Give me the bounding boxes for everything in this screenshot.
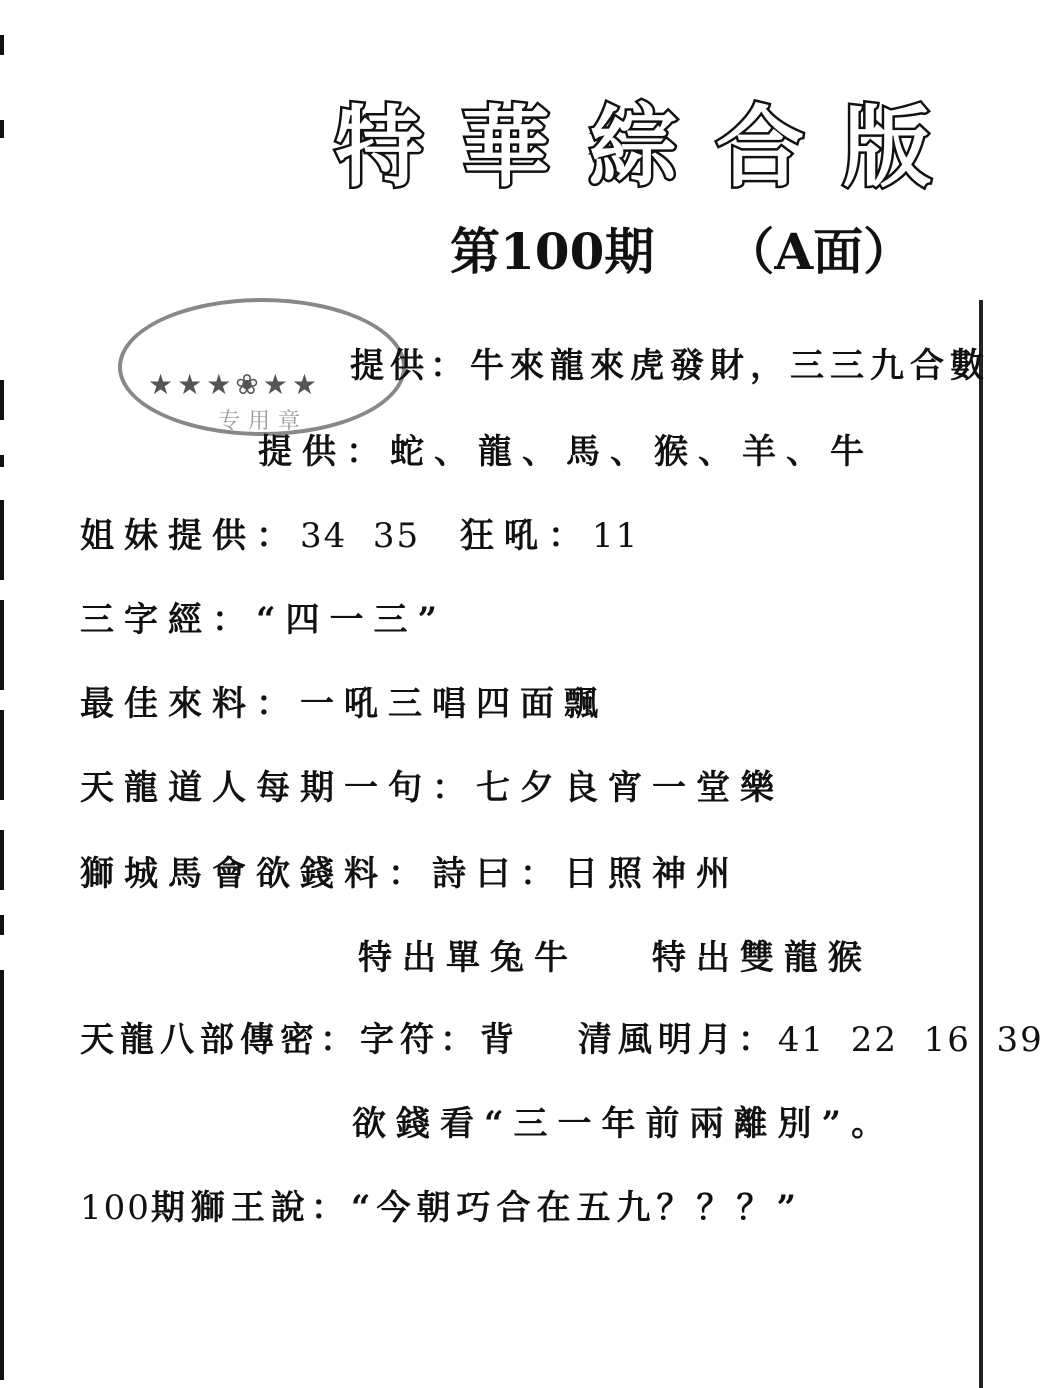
- line-4: 三字經：“四一三”: [80, 600, 448, 640]
- title-char: 合: [715, 96, 808, 199]
- issue-heading: [450, 212, 913, 284]
- line-9: [80, 1012, 1044, 1061]
- line-10: 欲錢看“三一年前兩離別”。: [352, 1104, 896, 1144]
- edge-mark: [0, 120, 4, 138]
- line-11-text: 期獅王說：“今朝巧合在五九？？？”: [150, 1188, 803, 1228]
- seal-stars: ★★★❀★★: [148, 368, 321, 401]
- line-9-label-2: 清風明月：: [577, 1020, 778, 1060]
- title-char: 版: [842, 96, 935, 199]
- line-3-label-2: 狂吼：: [460, 516, 592, 556]
- line-11: [80, 1180, 802, 1229]
- line-5: 最佳來料：一吼三唱四面飄: [80, 684, 608, 724]
- title-char: 綜: [588, 96, 681, 199]
- line-6: 天龍道人每期一句：七夕良宵一堂樂: [80, 768, 784, 808]
- line-1: 提供：牛來龍來虎發財，三三九合數: [350, 346, 990, 386]
- edge-mark: [0, 380, 4, 420]
- right-rule: [979, 300, 983, 1388]
- line-8: [358, 930, 872, 979]
- page-title: [335, 78, 935, 204]
- line-3-number-2: 11: [592, 516, 640, 556]
- edge-mark: [0, 830, 4, 890]
- title-char: 華: [461, 96, 554, 199]
- line-7: 獅城馬會欲錢料：詩曰：日照神州: [80, 854, 740, 894]
- edge-mark: [0, 710, 4, 800]
- line-2: 提供：蛇、龍、馬、猴、羊、牛: [258, 432, 874, 472]
- line-9-label: 天龍八部傳密：字符：背: [80, 1020, 520, 1060]
- seal-text: 专用章: [218, 409, 309, 434]
- line-3: [80, 508, 639, 557]
- line-8-part-a: 特出單兔牛: [358, 938, 578, 978]
- edge-mark: [0, 455, 4, 467]
- line-11-number: 100: [80, 1188, 151, 1228]
- line-3-label: 姐妹提供：: [80, 516, 300, 556]
- line-9-numbers: 41 22 16 39: [777, 1020, 1044, 1060]
- edge-mark: [0, 35, 4, 55]
- issue-face: （A面）: [724, 222, 914, 281]
- edge-mark: [0, 970, 4, 1380]
- edge-mark: [0, 600, 4, 690]
- edge-mark: [0, 500, 4, 580]
- edge-mark: [0, 915, 4, 935]
- issue-number: 第100期: [450, 222, 655, 281]
- line-8-part-b: 特出雙龍猴: [651, 938, 872, 978]
- line-3-numbers: 34 35: [300, 516, 421, 556]
- title-char: 特: [335, 96, 428, 199]
